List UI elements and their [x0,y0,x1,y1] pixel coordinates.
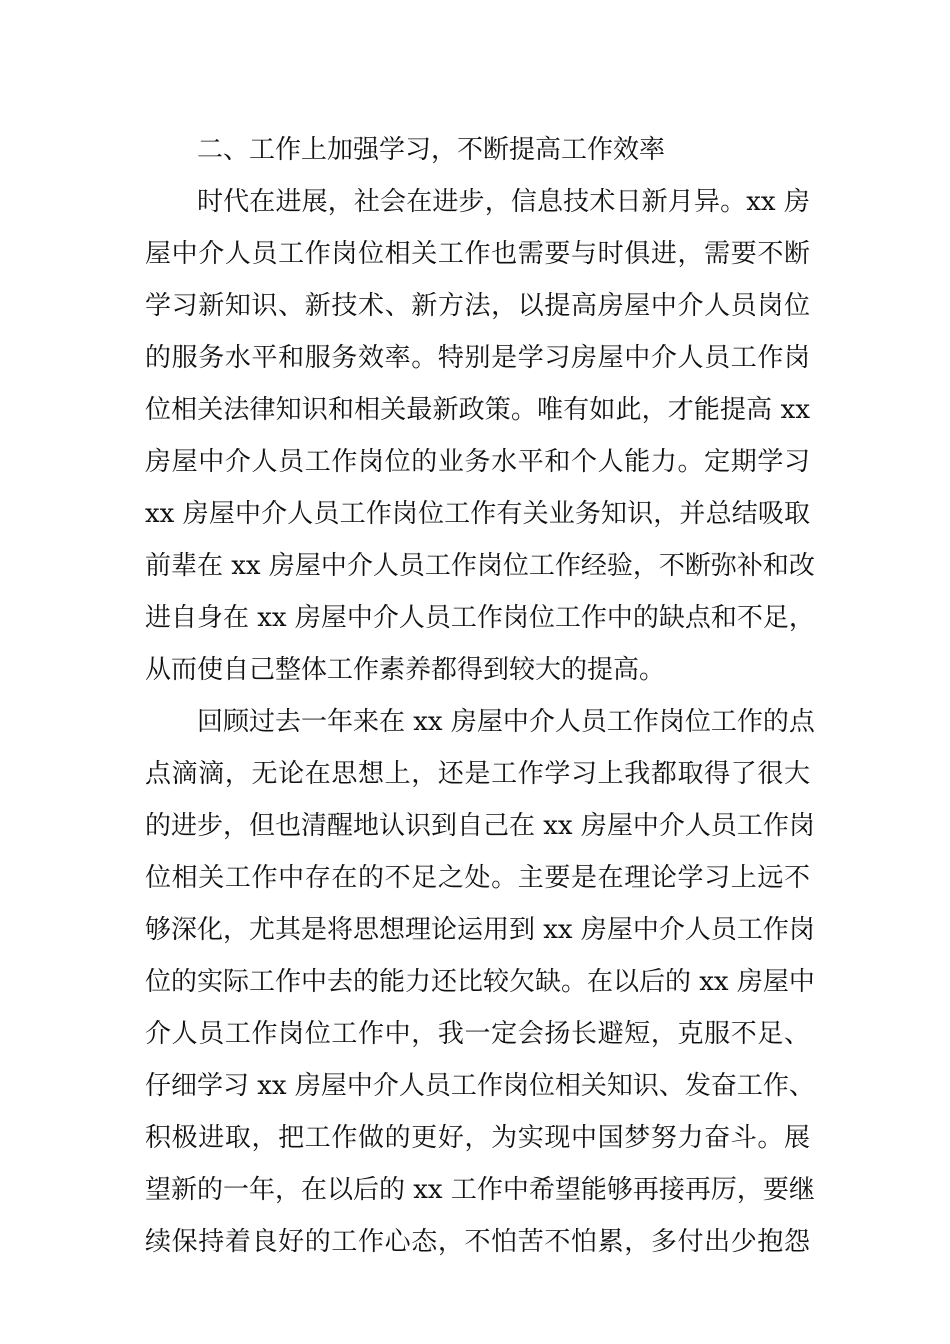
paragraph-1-line-5: 位相关法律知识和相关最新政策。唯有如此，才能提高 xx [145,395,810,425]
paragraph-2-line-1: 回顾过去一年来在 xx 房屋中介人员工作岗位工作的点 [197,707,815,737]
paragraph-2-line-4: 位相关工作中存在的不足之处。主要是在理论学习上远不 [145,863,810,893]
paragraph-1-line-7: xx 房屋中介人员工作岗位工作有关业务知识，并总结吸取 [145,499,810,529]
paragraph-2-line-11: 续保持着良好的工作心态，不怕苦不怕累，多付出少抱怨 [145,1227,810,1257]
paragraph-1-line-10: 从而使自己整体工作素养都得到较大的提高。 [145,655,666,685]
paragraph-2-line-3: 的进步，但也清醒地认识到自己在 xx 房屋中介人员工作岗 [145,811,815,841]
paragraph-2-line-8: 仔细学习 xx 房屋中介人员工作岗位相关知识、发奋工作、 [145,1071,815,1101]
paragraph-1-line-8: 前辈在 xx 房屋中介人员工作岗位工作经验，不断弥补和改 [145,551,815,581]
paragraph-1-line-1: 时代在进展，社会在进步，信息技术日新月异。xx 房 [197,187,810,217]
section-heading: 二、工作上加强学习，不断提高工作效率 [197,135,666,165]
paragraph-2-line-5: 够深化，尤其是将思想理论运用到 xx 房屋中介人员工作岗 [145,915,815,945]
paragraph-1-line-6: 房屋中介人员工作岗位的业务水平和个人能力。定期学习 [145,447,810,477]
paragraph-1-line-4: 的服务水平和服务效率。特别是学习房屋中介人员工作岗 [145,343,810,373]
paragraph-2-line-10: 望新的一年，在以后的 xx 工作中希望能够再接再厉，要继 [145,1175,815,1205]
paragraph-2-line-7: 介人员工作岗位工作中，我一定会扬长避短，克服不足、 [145,1019,810,1049]
paragraph-1-line-3: 学习新知识、新技术、新方法，以提高房屋中介人员岗位 [145,291,810,321]
paragraph-2-line-6: 位的实际工作中去的能力还比较欠缺。在以后的 xx 房屋中 [145,967,815,997]
paragraph-2-line-2: 点滴滴，无论在思想上，还是工作学习上我都取得了很大 [145,759,810,789]
paragraph-2-line-9: 积极进取，把工作做的更好，为实现中国梦努力奋斗。展 [145,1123,810,1153]
paragraph-1-line-2: 屋中介人员工作岗位相关工作也需要与时俱进，需要不断 [145,239,810,269]
paragraph-1-line-9: 进自身在 xx 房屋中介人员工作岗位工作中的缺点和不足， [145,603,815,633]
